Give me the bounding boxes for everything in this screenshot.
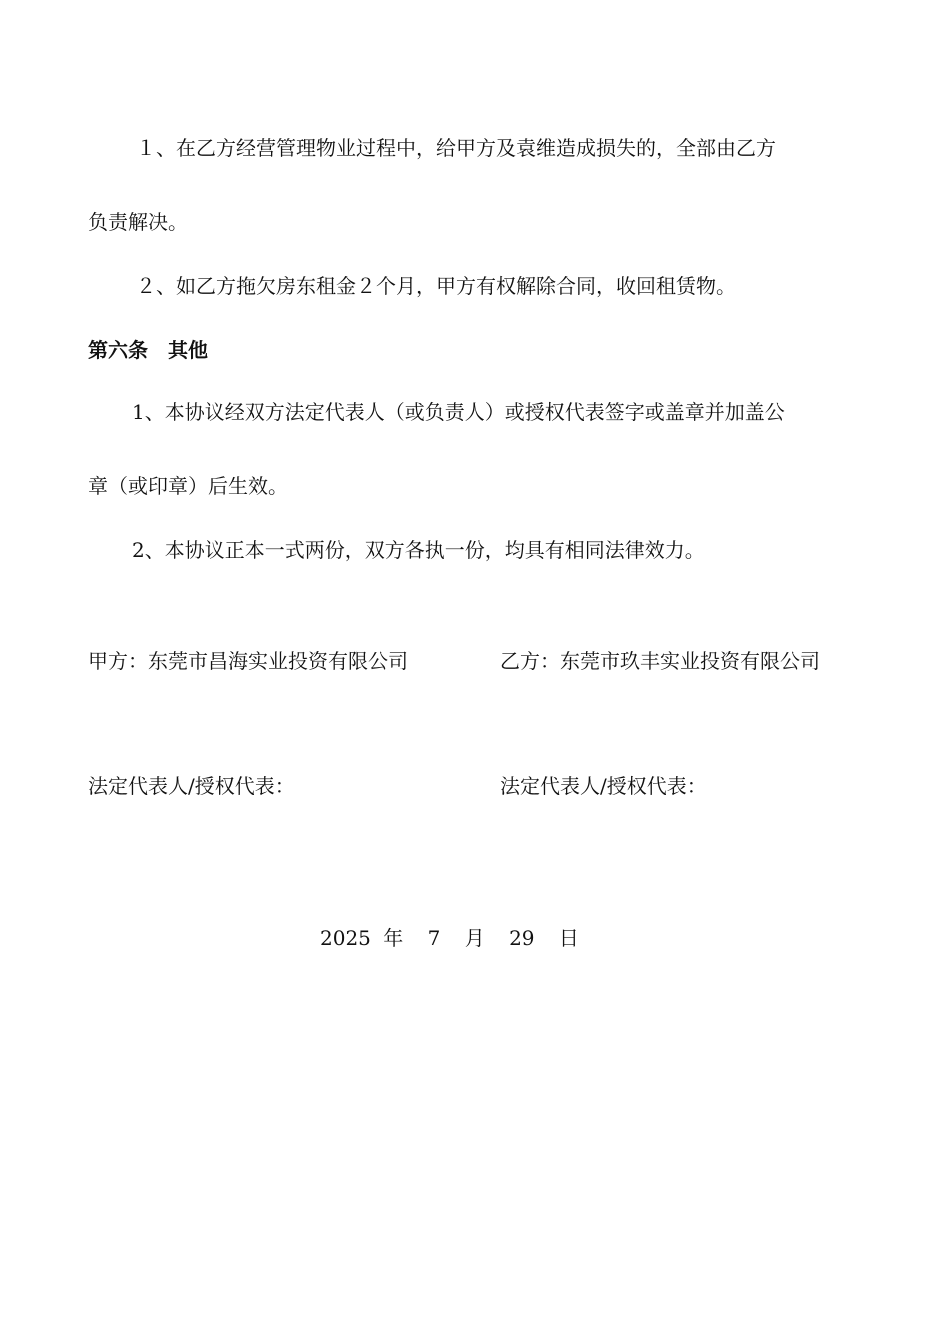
party-b-representative: 法定代表人/授权代表：: [500, 774, 707, 798]
signing-date: [320, 924, 579, 952]
date-year-label: 年: [383, 926, 404, 950]
section6-item2: 2、本协议正本一式两份，双方各执一份，均具有相同法律效力。: [132, 538, 705, 562]
party-a-name: 甲方：东莞市昌海实业投资有限公司: [88, 649, 408, 673]
date-month: 7: [427, 926, 441, 950]
section6-item1-line1: 1、本协议经双方法定代表人（或负责人）或授权代表签字或盖章并加盖公: [132, 400, 785, 424]
party-b-name: 乙方：东莞市玖丰实业投资有限公司: [500, 649, 820, 673]
date-day: 29: [509, 926, 535, 950]
party-a-representative: 法定代表人/授权代表：: [88, 774, 295, 798]
section6-item1-line2: 章（或印章）后生效。: [88, 474, 288, 498]
date-day-label: 日: [558, 926, 579, 950]
date-month-label: 月: [464, 926, 485, 950]
section5-item1-line1: １、在乙方经营管理物业过程中，给甲方及袁维造成损失的，全部由乙方: [136, 136, 776, 160]
section5-item2: ２、如乙方拖欠房东租金２个月，甲方有权解除合同，收回租赁物。: [136, 274, 736, 298]
section5-item1-line2: 负责解决。: [88, 210, 188, 234]
date-year: 2025: [320, 926, 371, 950]
section6-heading: 第六条 其他: [88, 338, 208, 362]
